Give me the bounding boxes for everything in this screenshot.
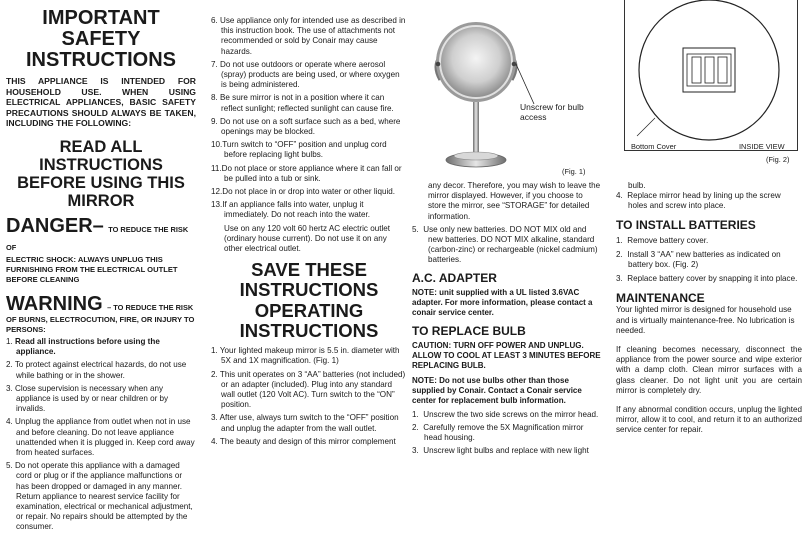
list-item: 9. Do not use on a soft surface such as a bed, where openings may be blocked. bbox=[211, 116, 401, 137]
list-item: 5. Do not operate this appliance with a damaged cord or plug or if the appliance malfunctions or has been dropped or damaged in any manner. Return appliance to nearest service facility for examination, electrical or mechanical adjustment, or repair. No repairs should be attempted by the consumer. bbox=[6, 461, 193, 532]
list-item: 5. Use only new batteries. DO NOT MIX old and new batteries. DO NOT MIX alkaline, standard (carbon-zinc) or rechargeable (nickel cadmium) batteries. bbox=[412, 224, 598, 265]
adapter-title: A.C. ADAPTER bbox=[412, 270, 497, 285]
danger-block bbox=[6, 216, 196, 285]
fig2-caption: (Fig. 2) bbox=[766, 155, 790, 164]
warning-tail: – TO REDUCE THE RISK bbox=[107, 302, 194, 312]
safety-list-a bbox=[6, 337, 196, 533]
voltage-note: Use on any 120 volt 60 hertz AC electric outlet (ordinary house current). Do not use it on any other electrical outlet. bbox=[224, 223, 391, 254]
list-item: 3. Close supervision is necessary when any appliance is used by or near children or by invalids. bbox=[6, 383, 169, 414]
list-item: 6. Use appliance only for intended use as described in this instruction book. The use of attachments not recommended or sold by Conair may cause hazards. bbox=[211, 16, 406, 56]
list-item: 3. After use, always turn switch to the “OFF” position and unplug the adapter from the wall outlet. bbox=[211, 413, 399, 433]
danger-text: ELECTRIC SHOCK: ALWAYS UNPLUG THIS FURNISHING FROM THE ELECTRICAL OUTLET BEFORE CLEANING bbox=[6, 254, 178, 284]
list-item: 4. Replace mirror head by lining up the screw holes and screw into place. bbox=[616, 191, 781, 211]
column-2 bbox=[211, 16, 407, 450]
battery-compartment-illustration bbox=[625, 0, 797, 150]
adapter-note: NOTE: unit supplied with a UL listed 3.6VAC adapter. For more information, please contact a conair service center. bbox=[412, 287, 593, 317]
maintenance-title: MAINTENANCE bbox=[616, 291, 705, 306]
fig2-inside-view-label: INSIDE VIEW bbox=[739, 142, 785, 151]
list-item: 8. Be sure mirror is not in a position where it can reflect sunlight; reflected sunlight can cause fire. bbox=[211, 93, 394, 113]
fig2-frame bbox=[624, 0, 798, 151]
column-4 bbox=[616, 181, 802, 436]
bulb-caution: CAUTION: TURN OFF POWER AND UNPLUG. ALLOW TO COOL AT LEAST 3 MINUTES BEFORE REPLACING BULB. bbox=[412, 340, 601, 370]
list-item: 12.Do not place in or drop into water or other liquid. bbox=[211, 187, 396, 197]
list-item: 13.If an appliance falls into water, unplug it immediately. Do not reach into the water. bbox=[211, 200, 371, 220]
list-item: 4. The beauty and design of this mirror complement bbox=[211, 436, 396, 446]
maintenance-paragraph-1: Your lighted mirror is designed for household use and is virtually maintenance-free. No lubrication is needed. bbox=[616, 305, 795, 335]
list-item: 2. To protect against electrical hazards, do not use while bathing or in the shower. bbox=[6, 360, 187, 380]
bulb-note: NOTE: Do not use bulbs other than those supplied by Conair. Contact a Conair service center for replacement bulb information. bbox=[412, 375, 582, 405]
mirror-illustration bbox=[412, 6, 602, 178]
figure-2 bbox=[612, 0, 802, 166]
warning-text: OF BURNS, ELECTROCUTION, FIRE, OR INJURY TO PERSONS: bbox=[6, 314, 195, 334]
warning-block bbox=[6, 294, 196, 335]
list-item: 10.Turn switch to “OFF” position and unplug cord before replacing light bulbs. bbox=[211, 140, 387, 160]
read-all-heading: READ ALL INSTRUCTIONS BEFORE USING THIS MIRROR bbox=[17, 137, 185, 210]
safety-title: IMPORTANT SAFETY INSTRUCTIONS bbox=[26, 7, 176, 71]
column-1 bbox=[6, 8, 196, 536]
list-item: 3. Unscrew light bulbs and replace with new light bbox=[412, 446, 589, 456]
operating-instructions-title: OPERATING INSTRUCTIONS bbox=[239, 300, 379, 341]
column-3 bbox=[412, 181, 602, 459]
list-item: 4. Unplug the appliance from outlet when not in use and before cleaning. Do not leave appliance unattended when it is plugged in. Keep cord away from heated surfaces. bbox=[6, 417, 195, 457]
save-instructions-title: SAVE THESE INSTRUCTIONS bbox=[239, 259, 379, 300]
bulb-steps bbox=[412, 410, 602, 457]
list-item: 1. Unscrew the two side screws on the mirror head. bbox=[412, 409, 599, 419]
maintenance-paragraph-3: If any abnormal condition occurs, unplug the lighted mirror, allow it to cool, and return it to an authorized service center for repair. bbox=[616, 405, 802, 435]
continued-text: any decor. Therefore, you may wish to leave the mirror displayed. However, if you choose to store the mirror, see “STORAGE” for detailed information. bbox=[428, 181, 601, 221]
install-batteries-title: TO INSTALL BATTERIES bbox=[616, 217, 756, 232]
intro-text: THIS APPLIANCE IS INTENDED FOR HOUSEHOLD USE. WHEN USING ELECTRICAL APPLIANCES, BASIC SAFETY PRECAUTIONS SHOULD ALWAYS BE TAKEN, INCLUDING THE FOLLOWING: bbox=[6, 76, 196, 129]
list-item: 2. Install 3 “AA” new batteries as indicated on battery box. (Fig. 2) bbox=[616, 249, 781, 270]
danger-tail: TO REDUCE THE RISK OF bbox=[6, 224, 189, 252]
list-item: 3. Replace battery cover by snapping it into place. bbox=[616, 274, 798, 284]
bulb-continued: bulb. bbox=[628, 181, 646, 190]
danger-word: DANGER– bbox=[6, 214, 104, 237]
list-item: 1. Your lighted makeup mirror is 5.5 in. diameter with 5X and 1X magnification. (Fig. 1) bbox=[211, 346, 400, 366]
warning-word: WARNING bbox=[6, 292, 103, 315]
list-item: 2. Carefully remove the 5X Magnification mirror head housing. bbox=[412, 422, 584, 443]
list-item: 11.Do not place or store appliance where it can fall or be pulled into a tub or sink. bbox=[211, 163, 402, 183]
list-item: 1. Remove battery cover. bbox=[616, 235, 709, 245]
list-item: 2. This unit operates on 3 “AA” batteries (not included) or an adapter (included). Plug into any standard wall outlet (120 Volt AC). Turn switch to the “ON” position. bbox=[211, 369, 406, 410]
fig1-callout: Unscrew for bulb access bbox=[520, 102, 584, 122]
list-item: 1. Read all instructions before using the appliance. bbox=[6, 336, 160, 357]
list-item: 7. Do not use outdoors or operate where aerosol (spray) products are being used, or where oxygen is being administered. bbox=[211, 59, 400, 90]
replace-bulb-title: TO REPLACE BULB bbox=[412, 323, 526, 338]
maintenance-paragraph-2: If cleaning becomes necessary, disconnect the appliance from the power source and wipe exterior with a damp cloth. Clean mirror surfaces with a glass cleaner. Do not light unit you are certain mirror is completely dry. bbox=[616, 345, 802, 395]
figure-1 bbox=[412, 6, 602, 178]
fig1-caption: (Fig. 1) bbox=[562, 167, 586, 176]
fig2-bottom-cover-label: Bottom Cover bbox=[631, 142, 677, 151]
